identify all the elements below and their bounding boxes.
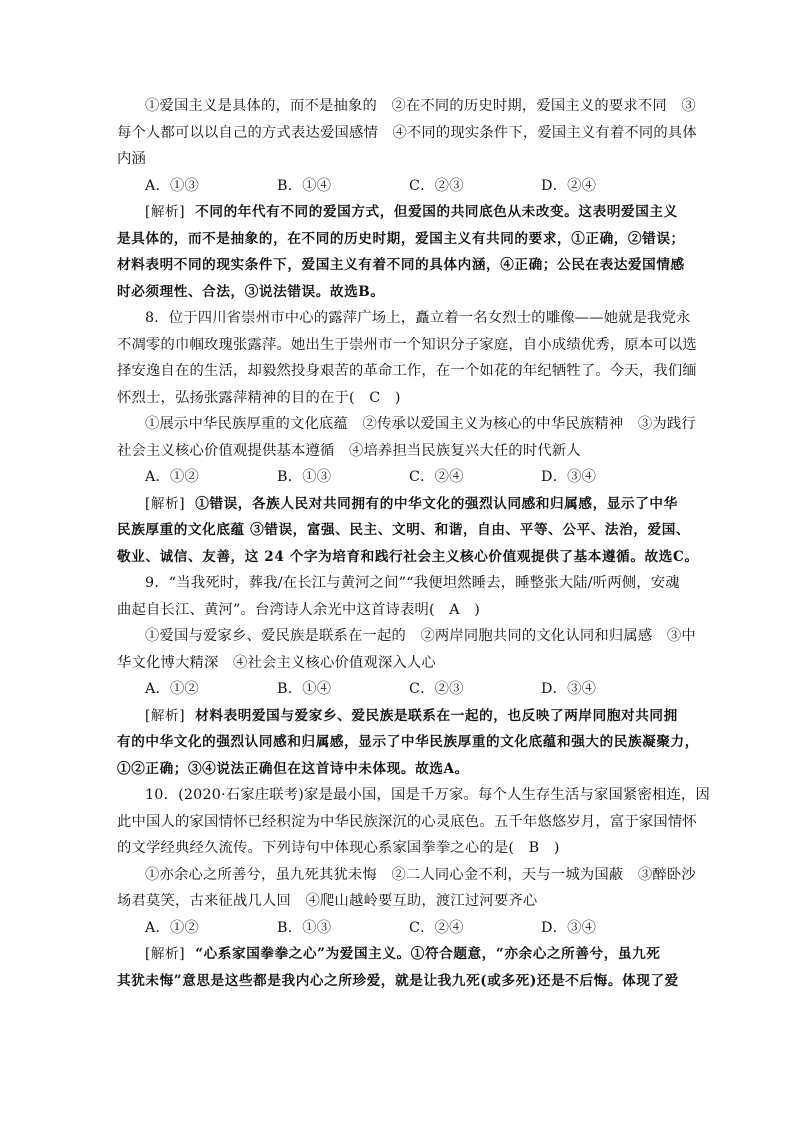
q7-options-line: ①爱国主义是具体的，而不是抽象的 ②在不同的历史时期，爱国主义的要求不同 ③ [145, 98, 696, 114]
q10-stem-line: 此中国人的家国情怀已经积淀为中华民族深沉的心灵底色。五千年悠悠岁月，富于家国情怀 [117, 813, 697, 830]
q7-analysis-line: 时必须理性、合法，③说法错误。故选B。 [117, 283, 385, 300]
q8-choices [117, 464, 677, 491]
q9-options-line: ①爱国与爱家乡、爱民族是联系在一起的 ②两岸同胞共同的文化认同和归属感 ③中 [145, 628, 696, 644]
q7-analysis-line: 是具体的，而不是抽象的，在不同的历史时期，爱国主义有共同的要求，①正确，②错误； [117, 230, 685, 247]
choice-c: C．②③ [409, 177, 464, 194]
choice-b: B．①③ [277, 919, 332, 936]
q9-options-line: 华文化博大精深 ④社会主义核心价值观深入人心 [117, 654, 436, 671]
q10-stem-line: 10．(2020·石家庄联考)家是最小国，国是千万家。每个人生存生活与家国紧密相连，因 [145, 787, 710, 803]
q7-analysis-line [117, 199, 677, 226]
q8-stem-line: 择安逸自在的生活，却毅然投身艰苦的革命工作，在一个如花的年纪牺牲了。今天，我们缅 [117, 363, 697, 379]
q8-stem-line: 怀烈士，弘扬张露萍精神的目的在于( C ) [117, 389, 401, 406]
q7-options-line: 内涵 [117, 151, 146, 167]
choice-c: C．②④ [409, 919, 464, 936]
choice-d: D．③④ [541, 681, 597, 697]
q10-stem-line: 的文学经典经久流传。下列诗句中体现心系家国拳拳之心的是( B ) [117, 840, 560, 856]
q7-analysis-line: 材料表明不同的现实条件下，爱国主义有着不同的具体内涵，④正确；公民在表达爱国情感 [117, 257, 685, 273]
q8-analysis-line: 敬业、诚信、友善，这 24 个字为培育和践行社会主义核心价值观提供了基本遵循。故选C。 [117, 548, 699, 565]
q10-choices [117, 915, 677, 942]
q8-analysis-line [117, 491, 677, 518]
choice-b: B．①④ [277, 177, 332, 194]
choice-b: B．①③ [277, 469, 332, 485]
q9-stem-line: 曲起自长江、黄河”。台湾诗人余光中这首诗表明( A ) [117, 601, 481, 618]
choice-a: A．①② [145, 469, 200, 485]
analysis-tag: [解析] [145, 204, 186, 220]
q9-analysis-line: ①②正确；③④说法正确但在这首诗中未体现。故选A。 [117, 760, 469, 777]
choice-c: C．②③ [409, 681, 464, 697]
q8-options-line: 社会主义核心价值观提供基本遵循 ④培养担当民族复兴大任的时代新人 [117, 442, 581, 459]
analysis-text: “心系家国拳拳之心”为爱国主义。①符合题意，“亦余心之所善兮，虽九死 [195, 946, 661, 962]
q9-analysis-line: 有的中华文化的强烈认同感和归属感，显示了中华民族厚重的文化底蕴和强大的民族凝聚力， [117, 734, 699, 750]
q10-analysis-line [117, 941, 677, 968]
choice-d: D．②④ [541, 177, 597, 194]
q7-choices [117, 173, 677, 200]
analysis-tag: [解析] [145, 946, 186, 962]
choice-a: A．①③ [145, 177, 200, 194]
document-page [117, 93, 710, 994]
analysis-text: ①错误，各族人民对共同拥有的中华文化的强烈认同感和归属感，显示了中华 [195, 495, 678, 512]
choice-d: D．③④ [541, 469, 597, 485]
analysis-tag: [解析] [145, 707, 186, 724]
analysis-text: 不同的年代有不同的爱国方式，但爱国的共同底色从未改变。这表明爱国主义 [195, 204, 678, 220]
choice-a: A．①② [145, 919, 200, 936]
q10-options-line: 场君莫笑，古来征战几人回 ④爬山越岭要互助，渡江过河要齐心 [117, 893, 538, 909]
choice-b: B．①④ [277, 681, 332, 697]
q7-options-line: 每个人都可以以自己的方式表达爱国感情 ④不同的现实条件下，爱国主义有着不同的具体 [117, 124, 697, 141]
analysis-tag: [解析] [145, 495, 186, 512]
q9-analysis-line [117, 703, 677, 730]
choice-a: A．①② [145, 681, 200, 697]
q8-stem-line: 不凋零的巾帼玫瑰张露萍。她出生于崇州市一个知识分子家庭，自小成绩优秀，原本可以选 [117, 336, 697, 353]
q8-options-line: ①展示中华民族厚重的文化底蕴 ②传承以爱国主义为核心的中华民族精神 ③为践行 [145, 416, 696, 432]
choice-d: D．③④ [541, 919, 597, 936]
choice-c: C．②④ [409, 469, 464, 485]
q9-stem-line: 9．“当我死时，葬我/在长江与黄河之间”“我便坦然睡去，睡整张大陆/听两侧，安魂 [145, 575, 680, 591]
q10-options-line: ①亦余心之所善兮，虽九死其犹未悔 ②二人同心金不利，天与一城为国蔽 ③醉卧沙 [145, 866, 696, 883]
q9-choices [117, 676, 677, 703]
q8-stem-line: 8．位于四川省崇州市中心的露萍广场上，矗立着一名女烈士的雕像——她就是我党永 [145, 310, 691, 326]
q8-analysis-line: 民族厚重的文化底蕴 ③错误，富强、民主、文明、和谐，自由、平等、公平、法治，爱国、 [117, 522, 691, 538]
analysis-text: 材料表明爱国与爱家乡、爱民族是联系在一起的，也反映了两岸同胞对共同拥 [195, 707, 678, 724]
q10-analysis-line: 其犹未悔”意思是这些都是我内心之所珍爱，就是让我九死(或多死)还是不后悔。体现了爱 [117, 972, 679, 989]
